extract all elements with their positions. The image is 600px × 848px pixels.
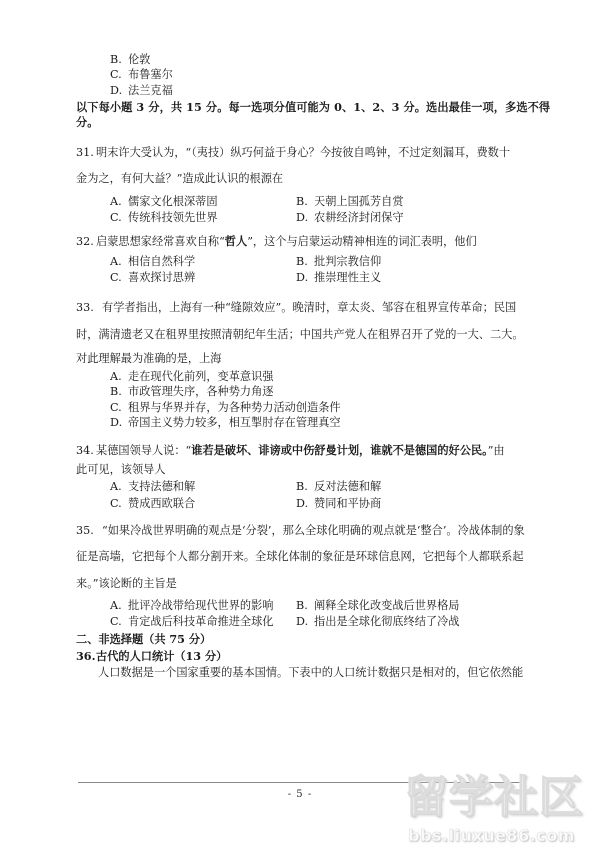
question-35-number: 35.	[76, 523, 94, 537]
option-item	[296, 496, 538, 512]
question-32-options-row-1	[76, 254, 538, 270]
option-item	[296, 598, 538, 614]
option-item	[76, 369, 538, 384]
page-number: - 5 -	[287, 789, 313, 800]
option-label: B.	[110, 385, 122, 399]
option-label: A.	[110, 480, 122, 494]
option-label: B.	[296, 480, 308, 494]
question-35-stem-line-3: 来。”该论断的主旨是	[76, 576, 177, 590]
question-32-stem	[76, 234, 538, 249]
question-31	[76, 140, 538, 227]
option-item	[296, 614, 538, 630]
question-34-stem-line-1	[76, 439, 538, 463]
option-text: 法兰克福	[128, 83, 173, 97]
option-item	[110, 194, 296, 210]
option-label: B.	[296, 195, 308, 209]
scoring-instruction-line-1: 以下每小题 3 分，共 15 分。每一选项分值可能为 0、1、2、3 分。选出最佳一项，多选不得	[76, 100, 551, 115]
option-label: A.	[110, 369, 122, 383]
question-31-options-row-1	[76, 194, 538, 210]
option-item	[296, 254, 538, 270]
option-label: C.	[110, 68, 122, 82]
option-text: 批评冷战带给现代世界的影响	[128, 598, 274, 612]
option-item	[296, 194, 538, 210]
option-label: A.	[110, 195, 122, 209]
question-34-number: 34.	[76, 443, 94, 457]
option-item	[110, 614, 296, 630]
option-item	[110, 270, 296, 286]
question-34-options-row-1	[76, 479, 538, 495]
question-35-stem-text-1: “如果冷战世界明确的观点是‘分裂’，那么全球化明确的观点就是‘整合’。冷战体制的象	[102, 523, 525, 537]
option-item	[76, 415, 538, 430]
question-35-stem-line-2: 征是高墙，它把每个人都分割开来。全球化体制的象征是环球信息网，它把每个人都联系起	[76, 550, 524, 564]
question-34-stem-suffix: ”由	[487, 443, 505, 457]
question-35-options-row-1	[76, 598, 538, 614]
option-item	[110, 479, 296, 495]
question-31-options-row-2	[76, 210, 538, 226]
option-text: 支持法德和解	[128, 480, 196, 494]
option-item	[76, 400, 538, 415]
question-35	[76, 518, 538, 630]
question-33	[76, 295, 538, 431]
option-text: 农耕经济封闭保守	[314, 211, 404, 225]
option-label: B.	[296, 598, 308, 612]
question-33-stem-line-3: 对此理解最为准确的是，上海	[76, 351, 222, 365]
question-32-stem-emphasis: 哲人	[224, 233, 248, 248]
option-text: 传统科技领先世界	[128, 211, 218, 225]
question-35-stem-line-1	[76, 518, 538, 544]
option-label: C.	[110, 496, 122, 510]
option-label: A.	[110, 598, 122, 612]
option-label: D.	[296, 211, 309, 225]
option-text: 天朝上国孤芳自赏	[314, 195, 404, 209]
carryover-options-group	[76, 52, 538, 98]
question-36-title-text: 古代的人口统计（13 分）	[96, 649, 228, 664]
option-text: 市政管理失序，各种势力角逐	[128, 385, 274, 399]
question-33-stem-line-2: 时，满清遗老又在租界里按照清朝纪年生活；中国共产党人在租界召开了党的一大、二大。	[76, 327, 524, 341]
question-32	[76, 234, 538, 287]
option-text: 租界与华界并存，为各种势力活动创造条件	[128, 400, 341, 414]
question-32-number: 32.	[76, 234, 94, 248]
option-text: 走在现代化前列，变革意识强	[128, 369, 274, 383]
option-text: 儒家文化根深蒂固	[128, 195, 218, 209]
question-33-stem-line-1	[76, 295, 538, 321]
option-label: C.	[110, 400, 122, 414]
option-text: 帝国主义势力较多，相互掣肘存在管理真空	[128, 416, 341, 430]
question-32-stem-prefix: 启蒙思想家经常喜欢自称“	[96, 234, 225, 248]
option-label: C.	[110, 615, 122, 629]
option-label: B.	[296, 254, 308, 268]
question-35-options-row-2	[76, 614, 538, 630]
question-34-stem-line-2: 此可见，该领导人	[76, 463, 166, 477]
option-text: 批判宗教信仰	[314, 254, 382, 268]
option-text: 推崇理性主义	[314, 271, 382, 285]
scoring-instruction-line-2: 分。	[76, 115, 99, 130]
question-32-options-row-2	[76, 270, 538, 286]
watermark-url: bbs.liuxue86.com	[408, 826, 575, 845]
option-label: D.	[296, 496, 309, 510]
question-31-stem-line-2: 金为之，有何大益？”造成此认识的根源在	[76, 171, 284, 185]
question-31-stem-line-1	[76, 140, 538, 166]
question-36-body: 人口数据是一个国家重要的基本国情。下表中的人口统计数据只是相对的，但它依然能	[98, 665, 524, 679]
option-text: 布鲁塞尔	[128, 68, 173, 82]
watermark-site-name: 留学社区	[404, 772, 584, 823]
option-item	[76, 67, 538, 82]
option-text: 阐释全球化改变战后世界格局	[314, 598, 460, 612]
question-32-stem-suffix: ”，这个与启蒙运动精神相连的词汇表明，他们	[247, 234, 477, 248]
option-label: B.	[110, 53, 122, 66]
option-label: D.	[110, 416, 123, 430]
option-item	[76, 384, 538, 399]
option-item	[296, 210, 538, 226]
option-item	[110, 254, 296, 270]
question-31-stem-text-1: 明末许大受认为，“（夷技）纵巧何益于身心？今按彼自鸣钟，不过定刻漏耳，费数十	[96, 145, 511, 159]
option-text: 相信自然科学	[128, 254, 196, 268]
question-34-stem-prefix: 某德国领导人说：“	[96, 443, 192, 457]
option-text: 赞同和平协商	[314, 496, 382, 510]
option-item	[296, 479, 538, 495]
option-label: C.	[110, 211, 122, 225]
question-31-number: 31.	[76, 145, 94, 159]
question-36-number: 36.	[76, 649, 96, 664]
question-34-options-row-2	[76, 496, 538, 512]
section-two-heading: 二、非选择题（共 75 分）	[76, 632, 212, 647]
option-label: D.	[296, 615, 309, 629]
option-item	[110, 598, 296, 614]
option-text: 赞成西欧联合	[128, 496, 196, 510]
question-36-title	[76, 648, 538, 665]
option-label: A.	[110, 254, 122, 268]
option-item	[76, 52, 538, 67]
footer-divider	[78, 782, 520, 783]
question-34-stem-emphasis: 谁若是破坏、诽谤或中伤舒曼计划，谁就不是德国的好公民。	[191, 442, 488, 457]
option-text: 喜欢探讨思辨	[128, 271, 196, 285]
scoring-instruction	[76, 100, 551, 130]
option-item	[110, 210, 296, 226]
option-label: C.	[110, 271, 122, 285]
option-label: D.	[110, 83, 123, 97]
option-item	[76, 83, 538, 98]
option-text: 伦敦	[128, 53, 151, 66]
question-34	[76, 439, 538, 512]
question-33-number: 33.	[76, 301, 94, 315]
option-item	[110, 496, 296, 512]
question-33-stem-text-1: 有学者指出，上海有一种“缝隙效应”。晚清时，章太炎、邹容在租界宣传革命；民国	[102, 301, 517, 315]
section-two	[76, 631, 538, 681]
option-text: 肯定战后科技革命推进全球化	[128, 615, 274, 629]
option-text: 反对法德和解	[314, 480, 382, 494]
option-label: D.	[296, 271, 309, 285]
option-item	[296, 270, 538, 286]
option-text: 指出是全球化彻底终结了冷战	[314, 615, 460, 629]
